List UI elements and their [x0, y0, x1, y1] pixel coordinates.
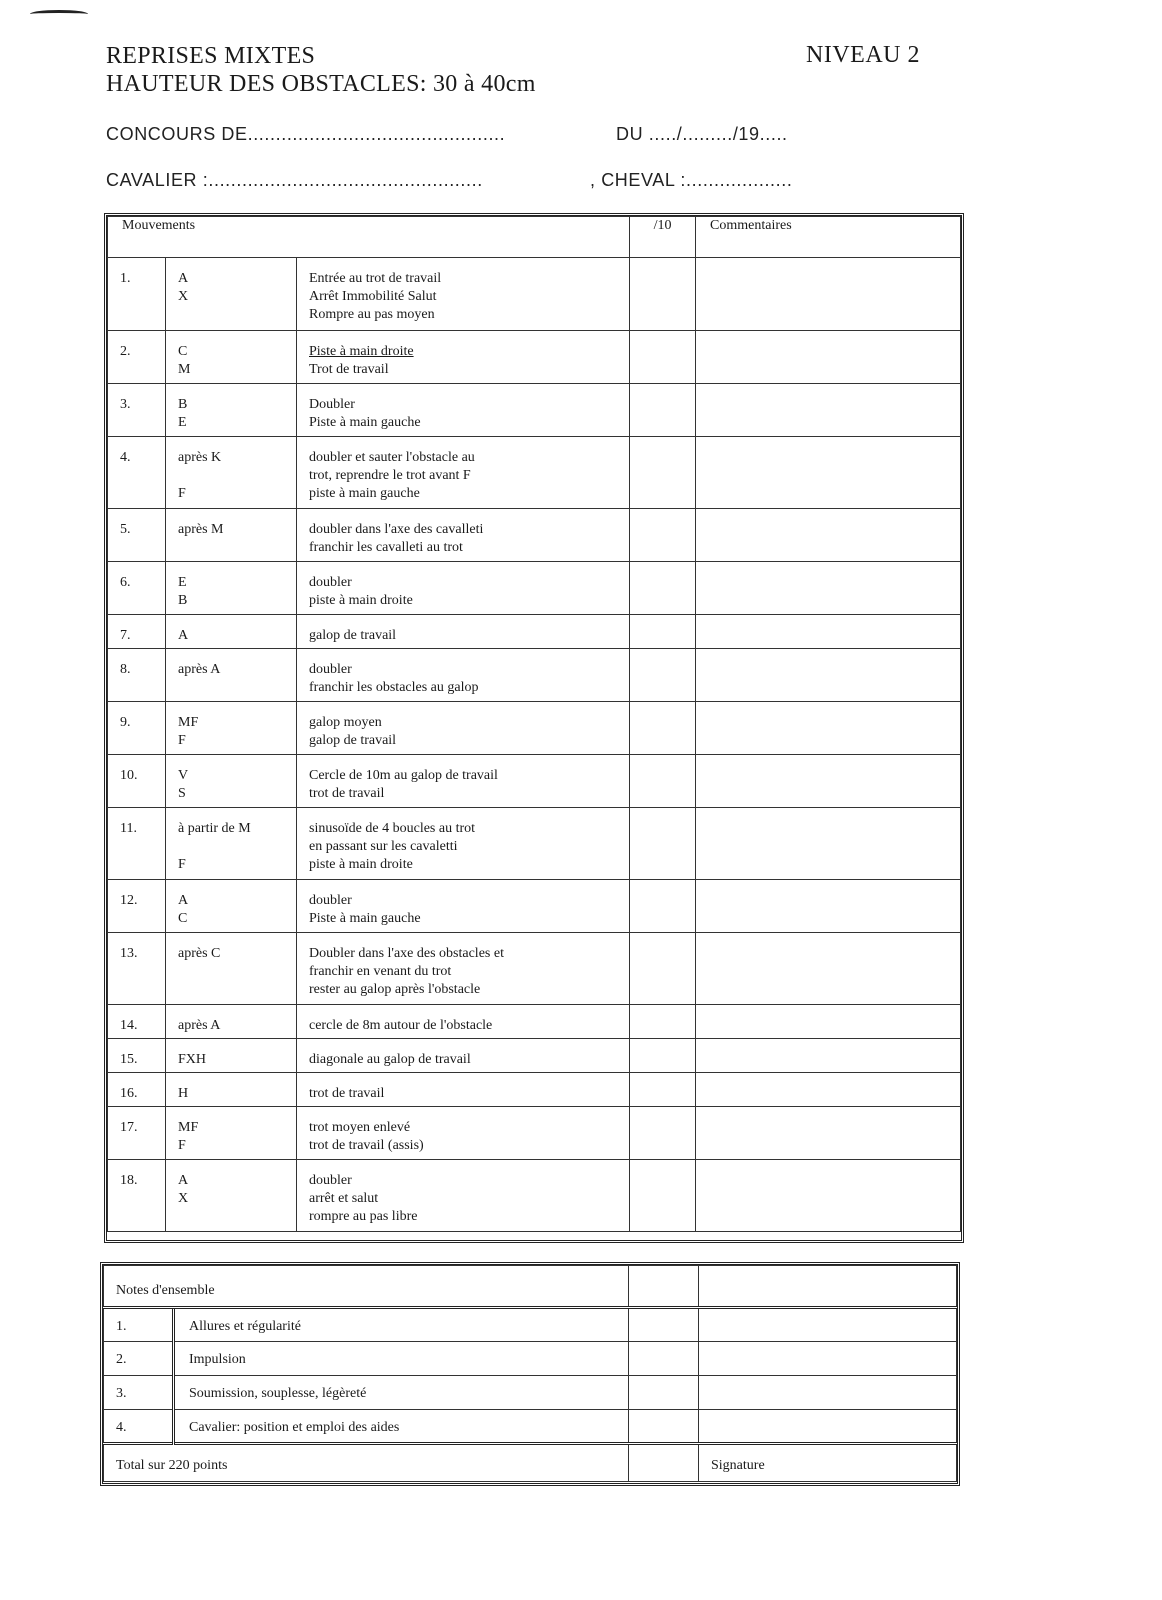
score-cell[interactable]	[630, 1073, 696, 1107]
notes-comment-cell[interactable]	[699, 1266, 957, 1308]
letter-line: V	[178, 768, 189, 783]
movement-line: Rompre au pas moyen	[309, 307, 435, 322]
movement-letters	[166, 509, 297, 562]
movement-description	[297, 509, 630, 562]
letter-line: B	[178, 593, 188, 608]
comment-cell[interactable]	[696, 880, 961, 933]
movement-line: Doubler	[309, 397, 355, 412]
score-cell[interactable]	[630, 1160, 696, 1232]
letter-line: A	[178, 628, 189, 643]
letter-line: FXH	[178, 1052, 207, 1067]
movement-number: 5.	[108, 509, 166, 562]
table-header-row	[108, 217, 961, 258]
notes-title: Notes d'ensemble	[104, 1266, 629, 1308]
table-row	[108, 437, 961, 509]
notes-row	[104, 1308, 957, 1342]
notes-table	[103, 1265, 957, 1482]
movement-line: trot moyen enlevé	[309, 1120, 411, 1135]
movement-line: rompre au pas libre	[309, 1209, 418, 1224]
movement-line: Entrée au trot de travail	[309, 271, 442, 286]
title-line-2: HAUTEUR DES OBSTACLES: 30 à 40cm	[106, 71, 536, 97]
notes-frame	[100, 1262, 960, 1486]
comment-cell[interactable]	[696, 615, 961, 649]
notes-label: Impulsion	[174, 1342, 629, 1376]
movement-letters	[166, 1005, 297, 1039]
notes-row	[104, 1376, 957, 1410]
movement-line: galop de travail	[309, 628, 397, 643]
table-row	[108, 384, 961, 437]
notes-label: Cavalier: position et emploi des aides	[174, 1410, 629, 1444]
comment-cell[interactable]	[696, 755, 961, 808]
movement-letters	[166, 615, 297, 649]
movement-description	[297, 649, 630, 702]
letter-line: C	[178, 344, 188, 359]
movement-letters	[166, 1107, 297, 1160]
letter-line: A	[178, 893, 189, 908]
movement-line: trot, reprendre le trot avant F	[309, 468, 471, 483]
score-cell[interactable]	[630, 1005, 696, 1039]
table-row	[108, 562, 961, 615]
movement-line: piste à main gauche	[309, 486, 420, 501]
total-score-cell[interactable]	[629, 1444, 699, 1482]
form-title	[106, 42, 536, 98]
score-cell[interactable]	[630, 258, 696, 331]
table-row	[108, 615, 961, 649]
table-row	[108, 702, 961, 755]
letter-line	[178, 679, 296, 697]
comment-cell[interactable]	[696, 562, 961, 615]
movement-description	[297, 1039, 630, 1073]
concours-field[interactable]: CONCOURS DE..............................................	[106, 124, 506, 144]
movement-line: doubler	[309, 662, 352, 677]
movement-line: doubler	[309, 575, 352, 590]
score-cell[interactable]	[630, 880, 696, 933]
score-cell[interactable]	[630, 1107, 696, 1160]
score-cell[interactable]	[630, 562, 696, 615]
movement-line: piste à main droite	[309, 857, 413, 872]
score-cell[interactable]	[630, 437, 696, 509]
letter-line	[178, 1208, 296, 1226]
signature-cell[interactable]: Signature	[699, 1444, 957, 1482]
notes-number: 3.	[104, 1376, 174, 1410]
comments-header: Commentaires	[696, 217, 961, 258]
notes-label: Soumission, souplesse, légèreté	[174, 1376, 629, 1410]
movement-line: cercle de 8m autour de l'obstacle	[309, 1018, 493, 1033]
movement-line: doubler et sauter l'obstacle au	[309, 450, 475, 465]
movement-number: 7.	[108, 615, 166, 649]
score-cell[interactable]	[630, 1039, 696, 1073]
movement-number: 11.	[108, 808, 166, 880]
cheval-field[interactable]: , CHEVAL :...................	[590, 170, 793, 190]
comment-cell[interactable]	[696, 258, 961, 331]
total-label: Total sur 220 points	[104, 1444, 629, 1482]
notes-score-cell[interactable]	[629, 1342, 699, 1376]
movement-description	[297, 615, 630, 649]
movements-table	[107, 216, 961, 1232]
table-row	[108, 1005, 961, 1039]
score-cell[interactable]	[630, 384, 696, 437]
table-row	[108, 331, 961, 384]
movement-description	[297, 437, 630, 509]
movement-line: rester au galop après l'obstacle	[309, 982, 481, 997]
score-cell[interactable]	[630, 755, 696, 808]
movement-letters	[166, 1039, 297, 1073]
letter-line: X	[178, 1191, 189, 1206]
title-line-1: REPRISES MIXTES	[106, 43, 316, 69]
comment-cell[interactable]	[696, 649, 961, 702]
movement-line: doubler	[309, 1173, 352, 1188]
table-row	[108, 933, 961, 1005]
date-field[interactable]: DU ...../........./19.....	[616, 124, 788, 144]
notes-number: 4.	[104, 1410, 174, 1444]
comment-cell[interactable]	[696, 933, 961, 1005]
movement-line: galop de travail	[309, 733, 397, 748]
comment-cell[interactable]	[696, 1160, 961, 1232]
comment-cell[interactable]	[696, 384, 961, 437]
letter-line: A	[178, 271, 189, 286]
movement-letters	[166, 562, 297, 615]
movement-description	[297, 384, 630, 437]
total-row	[104, 1444, 957, 1482]
letter-line: E	[178, 575, 187, 590]
letter-line: F	[178, 1138, 186, 1153]
table-row	[108, 1160, 961, 1232]
movement-number: 12.	[108, 880, 166, 933]
notes-header-row	[104, 1266, 957, 1308]
letter-line: H	[178, 1086, 189, 1101]
letter-line: S	[178, 786, 186, 801]
movement-letters	[166, 808, 297, 880]
movements-header: Mouvements	[108, 217, 630, 258]
movement-line: franchir les cavalleti au trot	[309, 540, 463, 555]
letter-line: F	[178, 733, 186, 748]
comment-cell[interactable]	[696, 1039, 961, 1073]
letter-line: après M	[178, 522, 224, 537]
movement-line: Piste à main gauche	[309, 415, 421, 430]
letter-line: MF	[178, 715, 199, 730]
table-row	[108, 1039, 961, 1073]
movement-description	[297, 258, 630, 331]
notes-number: 2.	[104, 1342, 174, 1376]
movement-description	[297, 755, 630, 808]
movement-line: en passant sur les cavaletti	[309, 839, 458, 854]
table-row	[108, 509, 961, 562]
score-cell[interactable]	[630, 702, 696, 755]
letter-line	[178, 306, 296, 324]
letter-line: X	[178, 289, 189, 304]
comment-cell[interactable]	[696, 1073, 961, 1107]
notes-comment-cell[interactable]	[699, 1410, 957, 1444]
movement-description	[297, 808, 630, 880]
comment-cell[interactable]	[696, 331, 961, 384]
table-row	[108, 755, 961, 808]
movement-line: franchir en venant du trot	[309, 964, 452, 979]
notes-row	[104, 1342, 957, 1376]
movement-description	[297, 880, 630, 933]
letter-line: B	[178, 397, 188, 412]
movement-line: trot de travail (assis)	[309, 1138, 424, 1153]
score-cell[interactable]	[630, 615, 696, 649]
table-row	[108, 808, 961, 880]
movement-number: 9.	[108, 702, 166, 755]
comment-cell[interactable]	[696, 702, 961, 755]
movement-number: 15.	[108, 1039, 166, 1073]
table-row	[108, 880, 961, 933]
movement-line: Doubler dans l'axe des obstacles et	[309, 946, 504, 961]
comment-cell[interactable]	[696, 1005, 961, 1039]
movement-letters	[166, 331, 297, 384]
letter-line: F	[178, 486, 186, 501]
score-cell[interactable]	[630, 933, 696, 1005]
movement-letters	[166, 1073, 297, 1107]
letter-line: à partir de M	[178, 821, 251, 836]
letter-line	[178, 981, 296, 999]
movement-letters	[166, 437, 297, 509]
comment-cell[interactable]	[696, 808, 961, 880]
letter-line	[178, 838, 296, 856]
notes-label: Allures et régularité	[174, 1308, 629, 1342]
comment-cell[interactable]	[696, 509, 961, 562]
movement-line: sinusoïde de 4 boucles au trot	[309, 821, 476, 836]
letter-line: E	[178, 415, 187, 430]
movement-line: Piste à main gauche	[309, 911, 421, 926]
movement-description	[297, 1160, 630, 1232]
table-row	[108, 258, 961, 331]
notes-score-cell[interactable]	[629, 1376, 699, 1410]
notes-comment-cell[interactable]	[699, 1376, 957, 1410]
notes-comment-cell[interactable]	[699, 1308, 957, 1342]
notes-row	[104, 1410, 957, 1444]
comment-cell[interactable]	[696, 437, 961, 509]
letter-line: après C	[178, 946, 221, 961]
movement-letters	[166, 702, 297, 755]
movement-letters	[166, 755, 297, 808]
movement-number: 4.	[108, 437, 166, 509]
movement-letters	[166, 933, 297, 1005]
movement-letters	[166, 649, 297, 702]
movement-number: 10.	[108, 755, 166, 808]
score-header: /10	[630, 217, 696, 258]
movement-number: 14.	[108, 1005, 166, 1039]
movement-line: Cercle de 10m au galop de travail	[309, 768, 498, 783]
notes-score-cell[interactable]	[629, 1410, 699, 1444]
movement-number: 1.	[108, 258, 166, 331]
movement-number: 16.	[108, 1073, 166, 1107]
movement-line: trot de travail	[309, 786, 385, 801]
movement-letters	[166, 258, 297, 331]
movement-number: 8.	[108, 649, 166, 702]
movement-line: Trot de travail	[309, 362, 389, 377]
movement-line: trot de travail	[309, 1086, 385, 1101]
movement-line: Piste à main droite	[309, 344, 414, 359]
movement-number: 2.	[108, 331, 166, 384]
notes-number: 1.	[104, 1308, 174, 1342]
letter-line: A	[178, 1173, 189, 1188]
movement-letters	[166, 880, 297, 933]
table-row	[108, 649, 961, 702]
movement-line: diagonale au galop de travail	[309, 1052, 471, 1067]
notes-comment-cell[interactable]	[699, 1342, 957, 1376]
movement-line: doubler dans l'axe des cavalleti	[309, 522, 484, 537]
letter-line	[178, 539, 296, 557]
letter-line: C	[178, 911, 188, 926]
letter-line	[178, 963, 296, 981]
comment-cell[interactable]	[696, 1107, 961, 1160]
table-row	[108, 1107, 961, 1160]
movement-line: piste à main droite	[309, 593, 413, 608]
letter-line: F	[178, 857, 186, 872]
movement-letters	[166, 1160, 297, 1232]
movement-line: Arrêt Immobilité Salut	[309, 289, 437, 304]
scan-mark	[30, 10, 88, 18]
movement-number: 18.	[108, 1160, 166, 1232]
movement-line: arrêt et salut	[309, 1191, 379, 1206]
letter-line: MF	[178, 1120, 199, 1135]
letter-line	[178, 467, 296, 485]
movement-description	[297, 933, 630, 1005]
cavalier-field[interactable]: CAVALIER :.................................................	[106, 170, 483, 190]
score-cell[interactable]	[630, 649, 696, 702]
letter-line: M	[178, 362, 191, 377]
score-cell[interactable]	[630, 808, 696, 880]
letter-line: après A	[178, 1018, 221, 1033]
letter-line: après A	[178, 662, 221, 677]
notes-score-cell[interactable]	[629, 1308, 699, 1342]
letter-line: après K	[178, 450, 222, 465]
movement-line: franchir les obstacles au galop	[309, 680, 479, 695]
table-row	[108, 1073, 961, 1107]
score-cell[interactable]	[630, 509, 696, 562]
movement-description	[297, 1107, 630, 1160]
movement-number: 13.	[108, 933, 166, 1005]
notes-score-cell[interactable]	[629, 1266, 699, 1308]
movement-number: 3.	[108, 384, 166, 437]
movements-frame	[104, 213, 964, 1243]
movement-description	[297, 331, 630, 384]
movement-description	[297, 702, 630, 755]
movement-description	[297, 562, 630, 615]
movement-line: galop moyen	[309, 715, 382, 730]
movement-line: doubler	[309, 893, 352, 908]
movement-number: 6.	[108, 562, 166, 615]
movement-description	[297, 1005, 630, 1039]
score-cell[interactable]	[630, 331, 696, 384]
movement-number: 17.	[108, 1107, 166, 1160]
movement-letters	[166, 384, 297, 437]
level-label: NIVEAU 2	[806, 42, 920, 68]
movement-description	[297, 1073, 630, 1107]
